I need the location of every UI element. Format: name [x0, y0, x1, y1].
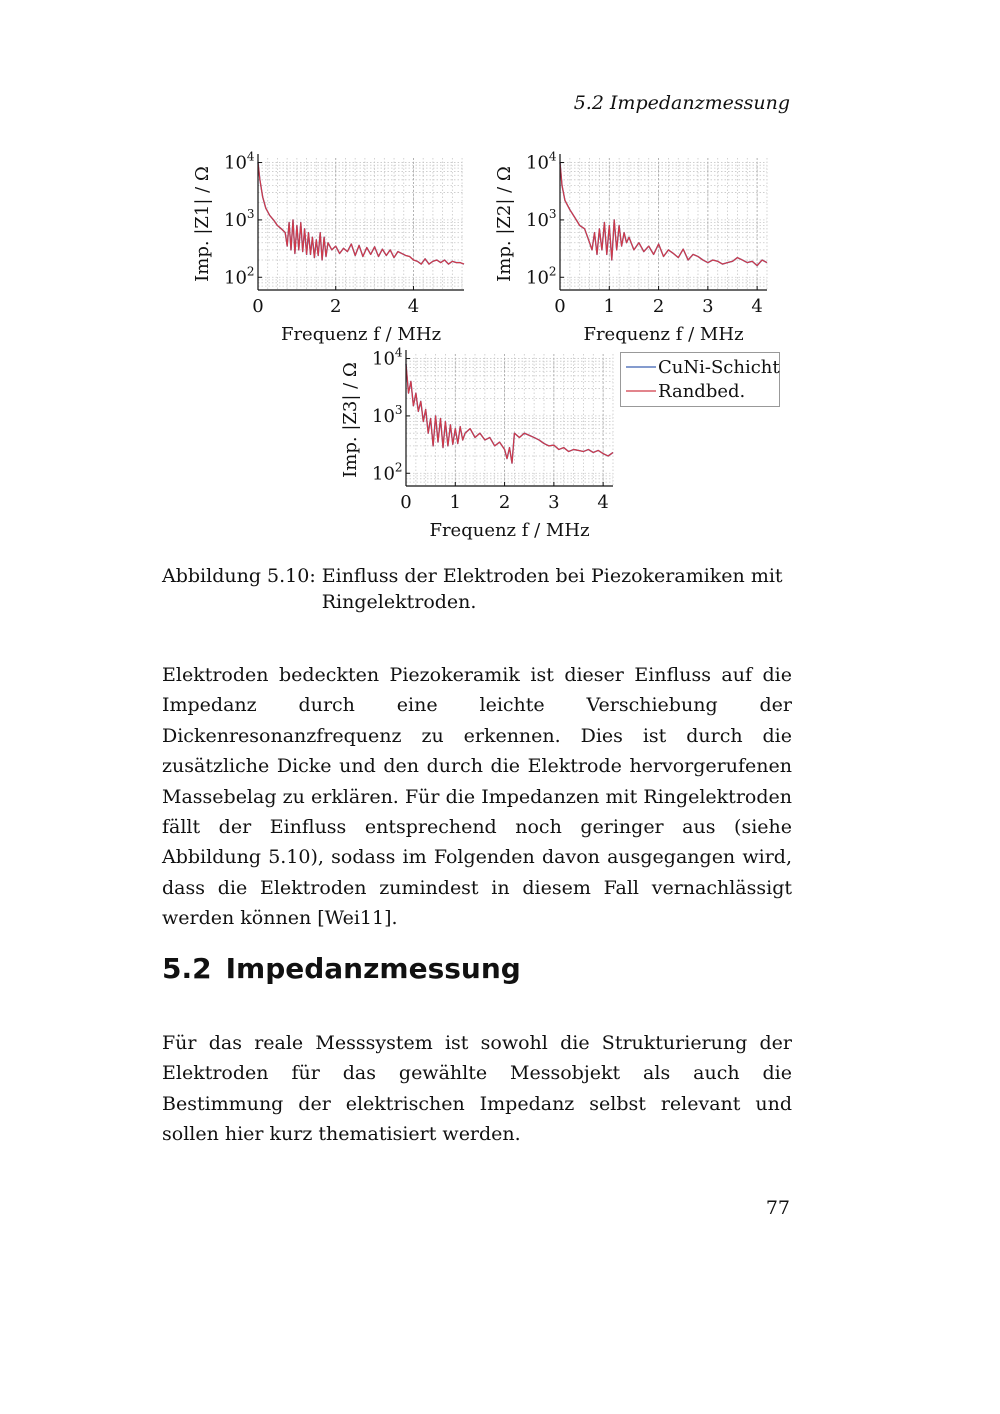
- x-tick-label: 4: [407, 296, 420, 317]
- y-tick-label: $10^3$: [372, 402, 403, 427]
- x-tick-label: 1: [449, 492, 462, 513]
- x-tick-label: 0: [252, 296, 264, 317]
- figure-caption-text: Einfluss der Elektroden bei Piezokeramiken mit Ringelektroden.: [321, 565, 783, 613]
- running-header-number: 5.2: [573, 92, 604, 114]
- y-tick-label: $10^4$: [224, 149, 255, 174]
- x-tick-label: 2: [498, 492, 511, 513]
- chart-svg-2: [482, 150, 782, 350]
- legend-box: [620, 352, 782, 410]
- y-tick-label: $10^3$: [224, 206, 255, 231]
- figure-caption: [162, 563, 802, 615]
- series-line-randbed-: [406, 364, 613, 463]
- series-line-cuni-schicht: [258, 163, 464, 265]
- chart-svg-1: [180, 150, 480, 350]
- section-heading-title: Impedanzmessung: [225, 952, 521, 985]
- x-axis-label: Frequenz f / MHz: [280, 324, 442, 345]
- legend-label-cuni: CuNi-Schicht: [658, 357, 780, 378]
- y-tick-label: $10^3$: [526, 206, 557, 231]
- x-tick-label: 3: [548, 492, 560, 513]
- y-tick-label: $10^2$: [526, 264, 557, 289]
- legend-label-randbed: Randbed.: [658, 381, 746, 402]
- y-tick-label: $10^4$: [372, 345, 403, 370]
- x-tick-label: 3: [702, 296, 714, 317]
- x-tick-label: 2: [330, 296, 342, 317]
- y-axis-label: Imp. |Z2| / Ω: [494, 166, 515, 282]
- paragraph-electrode-influence: Elektroden bedeckten Piezokeramik ist dieser Einfluss auf die Impedanz durch eine leichte Verschiebung der Dickenresonanzfrequenz zu erkennen. Dies ist durch die zusätzliche Dicke und den durch die Elektrode hervorgerufenen Massebelag zu erklären. Für die Impedanzen mit Ringelektroden fällt der Einfluss entsprechend noch geringer aus (siehe Abbildung 5.10), sodass im Folgenden davon ausgegangen wird, dass die Elektroden zumindest in diesem Fall vernachlässigt werden können [Wei11].: [162, 664, 792, 930]
- y-tick-label: $10^4$: [526, 149, 557, 174]
- x-tick-label: 1: [603, 296, 616, 317]
- x-axis-label: Frequenz f / MHz: [429, 520, 590, 541]
- y-tick-label: $10^2$: [372, 460, 403, 485]
- y-axis-label: Imp. |Z3| / Ω: [340, 362, 361, 478]
- paragraph-measurement-intro: Für das reale Messsystem ist sowohl die Strukturierung der Elektroden für das gewählte Messobjekt als auch die Bestimmung der elektrischen Impedanz selbst relevant und sollen hier kurz thematisiert werden.: [162, 1032, 792, 1146]
- legend: [620, 352, 782, 410]
- x-tick-label: 0: [400, 492, 412, 513]
- figure-caption-label: Abbildung 5.10:: [162, 565, 316, 587]
- grid: [406, 354, 613, 486]
- y-axis-label: Imp. |Z1| / Ω: [192, 166, 213, 282]
- chart-z3: [328, 346, 628, 546]
- section-heading-number: 5.2: [162, 952, 212, 985]
- chart-z1: [180, 150, 480, 350]
- section-heading: [162, 952, 521, 985]
- y-tick-label: $10^2$: [224, 264, 255, 289]
- running-header-title: Impedanzmessung: [609, 92, 790, 114]
- x-axis-label: Frequenz f / MHz: [583, 324, 744, 345]
- x-tick-label: 4: [751, 296, 763, 317]
- x-tick-label: 4: [597, 492, 609, 513]
- x-tick-label: 0: [554, 296, 566, 317]
- page-number: 77: [765, 1197, 790, 1219]
- chart-z2: [482, 150, 782, 350]
- grid: [560, 158, 767, 290]
- x-tick-label: 2: [652, 296, 665, 317]
- chart-svg-3: [328, 346, 628, 546]
- running-header: [568, 92, 790, 114]
